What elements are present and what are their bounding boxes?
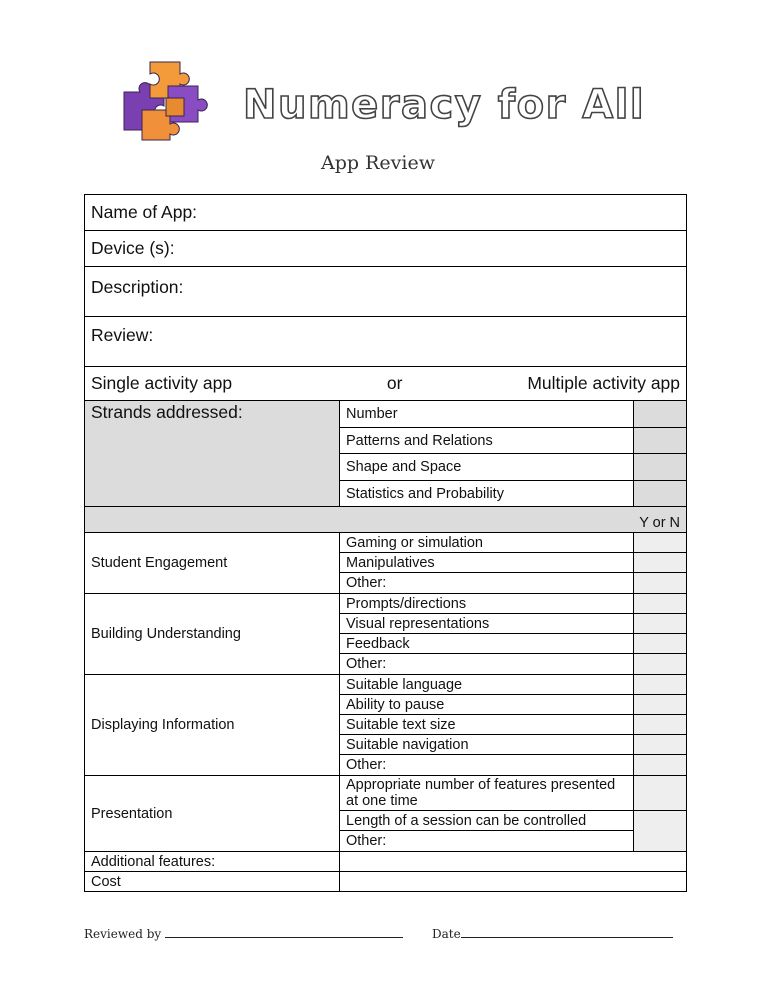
yn-cell[interactable] xyxy=(634,715,687,735)
reviewed-by-line[interactable] xyxy=(165,926,403,938)
date-label: Date xyxy=(432,927,461,941)
criteria-item: Feedback xyxy=(340,634,634,654)
strand-checkbox[interactable] xyxy=(634,481,687,507)
strands-label: Strands addressed: xyxy=(85,401,340,507)
yn-cell[interactable] xyxy=(634,614,687,634)
yn-cell[interactable] xyxy=(634,553,687,573)
activity-row xyxy=(85,367,687,401)
yn-cell[interactable] xyxy=(634,755,687,776)
criteria-item: Ability to pause xyxy=(340,695,634,715)
group-label-building-understanding: Building Understanding xyxy=(85,594,340,675)
date-line[interactable] xyxy=(461,926,673,938)
group-label-presentation: Presentation xyxy=(85,776,340,852)
criteria-item: Manipulatives xyxy=(340,553,634,573)
yn-cell[interactable] xyxy=(634,811,687,852)
criteria-item: Other: xyxy=(340,831,634,852)
additional-features-field[interactable] xyxy=(340,852,687,872)
device-row[interactable] xyxy=(85,231,687,267)
criteria-item: Prompts/directions xyxy=(340,594,634,614)
additional-features-label: Additional features: xyxy=(85,852,340,872)
criteria-item: Length of a session can be controlled xyxy=(340,811,634,831)
strand-item: Shape and Space xyxy=(340,454,634,481)
criteria-item: Gaming or simulation xyxy=(340,533,634,553)
single-activity-option[interactable]: Single activity app xyxy=(91,373,233,393)
device-field[interactable]: Device (s): xyxy=(85,231,687,267)
multiple-activity-option[interactable]: Multiple activity app xyxy=(527,373,681,393)
name-of-app-field[interactable]: Name of App: xyxy=(85,195,687,231)
review-row[interactable] xyxy=(85,317,687,367)
yn-cell[interactable] xyxy=(634,634,687,654)
strand-item: Patterns and Relations xyxy=(340,428,634,454)
strand-item: Statistics and Probability xyxy=(340,481,634,507)
yn-cell[interactable] xyxy=(634,573,687,594)
page-title: Numeracy for All xyxy=(243,82,646,128)
criteria-item: Suitable navigation xyxy=(340,735,634,755)
review-field[interactable]: Review: xyxy=(85,317,687,367)
yn-cell[interactable] xyxy=(634,654,687,675)
yn-header-row xyxy=(85,507,687,533)
criteria-item: Suitable language xyxy=(340,675,634,695)
strand-checkbox[interactable] xyxy=(634,401,687,428)
criteria-item: Visual representations xyxy=(340,614,634,634)
description-field[interactable]: Description: xyxy=(85,267,687,317)
yn-cell[interactable] xyxy=(634,533,687,553)
description-row[interactable] xyxy=(85,267,687,317)
yn-header: Y or N xyxy=(85,507,687,533)
group-label-displaying-information: Displaying Information xyxy=(85,675,340,776)
criteria-item: Suitable text size xyxy=(340,715,634,735)
date-field xyxy=(432,926,673,941)
yn-cell[interactable] xyxy=(634,735,687,755)
criteria-item: Other: xyxy=(340,654,634,675)
yn-cell[interactable] xyxy=(634,675,687,695)
strand-checkbox[interactable] xyxy=(634,454,687,481)
criteria-item: Other: xyxy=(340,755,634,776)
cost-field[interactable] xyxy=(340,872,687,892)
strand-item: Number xyxy=(340,401,634,428)
strand-checkbox[interactable] xyxy=(634,428,687,454)
name-row[interactable] xyxy=(85,195,687,231)
cost-label: Cost xyxy=(85,872,340,892)
page-subtitle: App Review xyxy=(321,152,435,174)
yn-cell[interactable] xyxy=(634,594,687,614)
reviewed-by-label: Reviewed by xyxy=(84,927,162,941)
yn-cell[interactable] xyxy=(634,776,687,811)
or-label: or xyxy=(386,373,403,393)
reviewed-by-field xyxy=(84,926,403,941)
yn-cell[interactable] xyxy=(634,695,687,715)
criteria-item: Other: xyxy=(340,573,634,594)
puzzle-logo xyxy=(120,58,212,144)
group-label-student-engagement: Student Engagement xyxy=(85,533,340,594)
criteria-item: Appropriate number of features presented at one time xyxy=(340,776,634,811)
review-form-table xyxy=(84,194,687,892)
